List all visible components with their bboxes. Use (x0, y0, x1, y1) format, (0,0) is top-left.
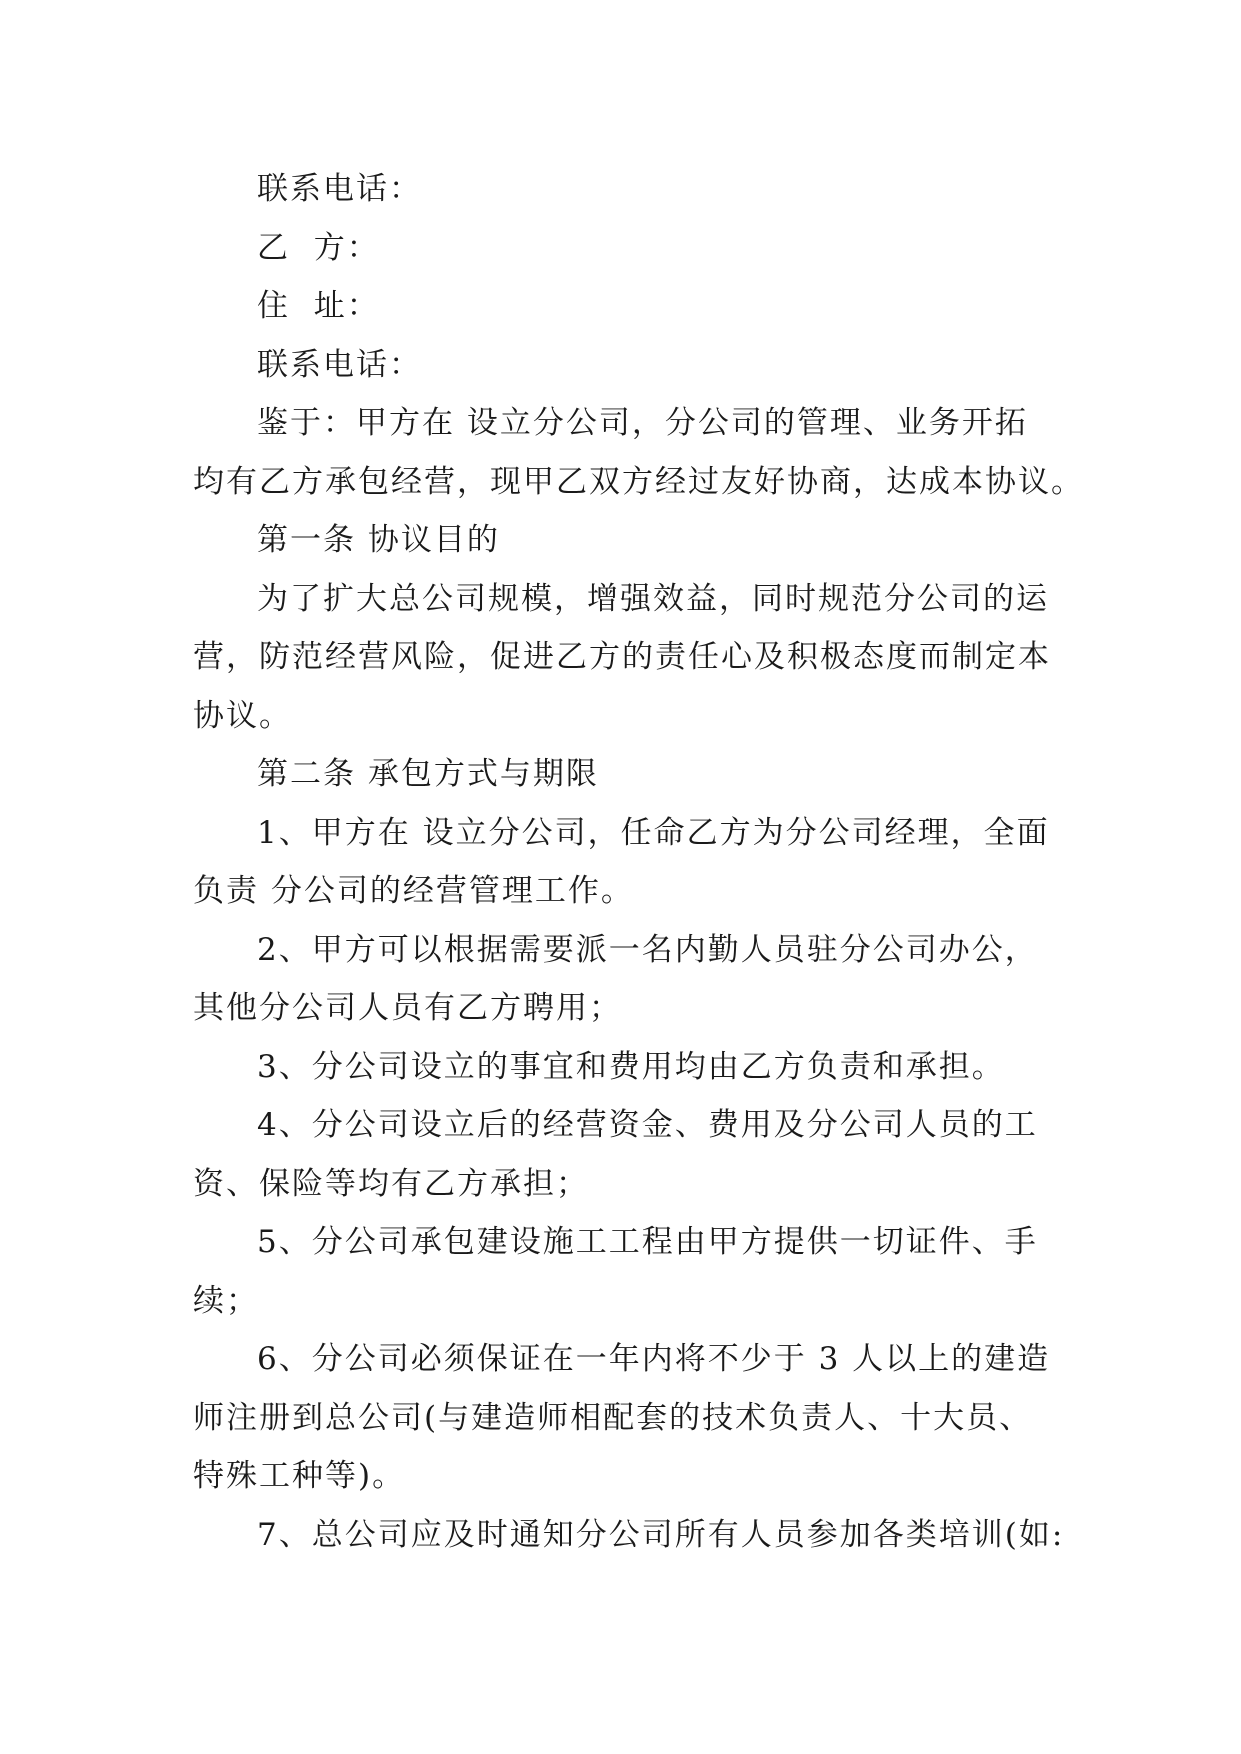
text-line: 鉴于：甲方在 设立分公司，分公司的管理、业务开拓 (257, 405, 1028, 441)
section-heading: 第一条 协议目的 (257, 522, 500, 558)
text-line: 5、分公司承包建设施工工程由甲方提供一切证件、手 (257, 1224, 1038, 1260)
text-line: 资、保险等均有乙方承担； (193, 1165, 589, 1202)
document-body (193, 160, 1084, 1564)
text-line: 住 址： (257, 288, 380, 324)
text-line: 乙 方： (257, 229, 380, 266)
text-line: 负责 分公司的经营管理工作。 (193, 873, 634, 909)
text-line: 师注册到总公司(与建造师相配套的技术负责人、十大员、 (193, 1399, 1033, 1436)
text-line: 联系电话： (257, 346, 422, 383)
section-heading: 第二条 承包方式与期限 (257, 756, 599, 792)
text-line: 3、分公司设立的事宜和费用均由乙方负责和承担。 (257, 1048, 1005, 1085)
text-line: 其他分公司人员有乙方聘用； (193, 990, 622, 1026)
text-line: 7、总公司应及时通知分公司所有人员参加各类培训(如: (257, 1516, 1065, 1553)
text-line: 1、甲方在 设立分公司，任命乙方为分公司经理，全面 (257, 814, 1050, 851)
text-line: 6、分公司必须保证在一年内将不少于 3 人以上的建造 (257, 1341, 1051, 1377)
text-line: 4、分公司设立后的经营资金、费用及分公司人员的工 (257, 1107, 1038, 1143)
text-line: 2、甲方可以根据需要派一名内勤人员驻分公司办公， (257, 931, 1038, 968)
text-line: 为了扩大总公司规模，增强效益，同时规范分公司的运 (257, 580, 1049, 617)
text-line: 联系电话： (257, 171, 422, 207)
text-line: 协议。 (193, 697, 292, 734)
text-line: 均有乙方承包经营，现甲乙双方经过友好协商，达成本协议。 (193, 463, 1084, 500)
text-line: 续； (193, 1282, 259, 1319)
text-line: 特殊工种等)。 (193, 1458, 406, 1494)
text-line: 营，防范经营风险，促进乙方的责任心及积极态度而制定本 (193, 639, 1051, 675)
